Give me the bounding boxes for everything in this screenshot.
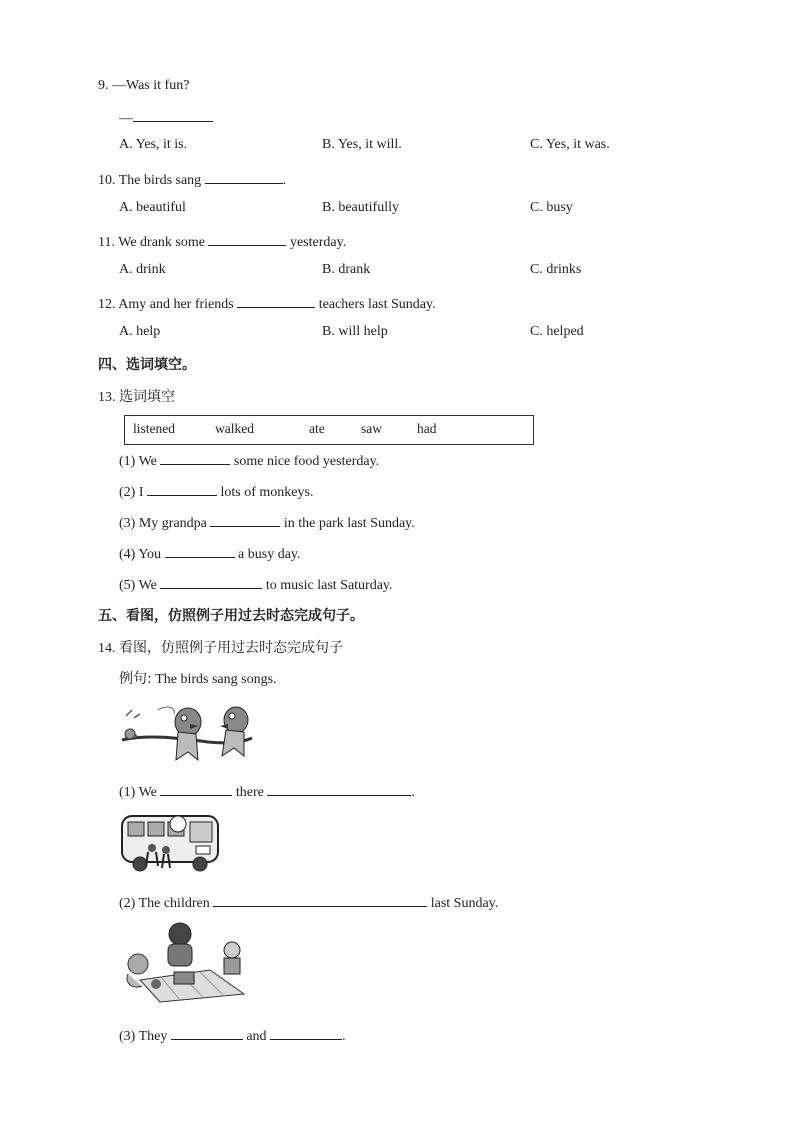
word-bank-word: had bbox=[417, 421, 437, 436]
option-b[interactable]: B. will help bbox=[322, 324, 388, 339]
word-bank-word: walked bbox=[215, 421, 254, 436]
answer-blank[interactable] bbox=[133, 107, 213, 122]
answer-blank[interactable] bbox=[171, 1025, 243, 1040]
answer-blank[interactable] bbox=[160, 781, 232, 796]
option-b[interactable]: B. beautifully bbox=[322, 200, 399, 215]
q13-item-4: (4) You a busy day. bbox=[119, 543, 301, 563]
answer-blank[interactable] bbox=[210, 512, 280, 527]
q14-example: 例句: The birds sang songs. bbox=[119, 671, 277, 687]
picnic-picture bbox=[120, 920, 250, 1004]
answer-blank[interactable] bbox=[270, 1025, 342, 1040]
q9-line bbox=[98, 78, 189, 94]
section-five-title: 五、看图，仿照例子用过去时态完成句子。 bbox=[98, 608, 364, 624]
answer-blank[interactable] bbox=[160, 574, 262, 589]
question-number: 9. bbox=[98, 78, 109, 93]
answer-blank[interactable] bbox=[147, 481, 217, 496]
answer-blank[interactable] bbox=[208, 231, 286, 246]
q12-line: 12. Amy and her friends teachers last Sunday. bbox=[98, 293, 436, 313]
option-a[interactable]: A. drink bbox=[119, 262, 166, 277]
answer-blank[interactable] bbox=[267, 781, 411, 796]
option-c[interactable]: C. Yes, it was. bbox=[530, 137, 610, 152]
q14-item-1: (1) We there . bbox=[119, 781, 415, 801]
q13-title-line: 13. 选词填空 bbox=[98, 389, 175, 405]
answer-blank[interactable] bbox=[165, 543, 235, 558]
q13-item-3: (3) My grandpa in the park last Sunday. bbox=[119, 512, 415, 532]
answer-blank[interactable] bbox=[205, 169, 283, 184]
answer-blank[interactable] bbox=[213, 892, 427, 907]
option-c[interactable]: C. helped bbox=[530, 324, 584, 339]
q13-item-5: (5) We to music last Saturday. bbox=[119, 574, 393, 594]
q14-title-line: 14. 看图，仿照例子用过去时态完成句子 bbox=[98, 640, 343, 656]
question-text: —Was it fun? bbox=[112, 78, 190, 93]
option-c[interactable]: C. busy bbox=[530, 200, 573, 215]
section-four-title: 四、选词填空。 bbox=[98, 357, 196, 373]
word-bank-word: saw bbox=[361, 421, 382, 436]
bus-picture bbox=[118, 810, 222, 876]
q14-item-2: (2) The children last Sunday. bbox=[119, 892, 498, 912]
option-b[interactable]: B. Yes, it will. bbox=[322, 137, 402, 152]
option-a[interactable]: A. beautiful bbox=[119, 200, 186, 215]
option-a[interactable]: A. Yes, it is. bbox=[119, 137, 188, 152]
word-bank bbox=[124, 415, 534, 445]
q10-line: 10. The birds sang . bbox=[98, 169, 286, 189]
word-bank-word: listened bbox=[133, 421, 175, 436]
answer-blank[interactable] bbox=[237, 293, 315, 308]
q9-answer-line: — bbox=[119, 107, 213, 127]
word-bank-word: ate bbox=[309, 421, 325, 436]
birds-singing-picture bbox=[118, 698, 254, 770]
q13-item-2: (2) I lots of monkeys. bbox=[119, 481, 313, 501]
q13-item-1: (1) We some nice food yesterday. bbox=[119, 450, 379, 470]
answer-blank[interactable] bbox=[160, 450, 230, 465]
q11-line: 11. We drank some yesterday. bbox=[98, 231, 346, 251]
option-a[interactable]: A. help bbox=[119, 324, 161, 339]
q14-item-3: (3) They and . bbox=[119, 1025, 346, 1045]
option-b[interactable]: B. drank bbox=[322, 262, 371, 277]
option-c[interactable]: C. drinks bbox=[530, 262, 582, 277]
